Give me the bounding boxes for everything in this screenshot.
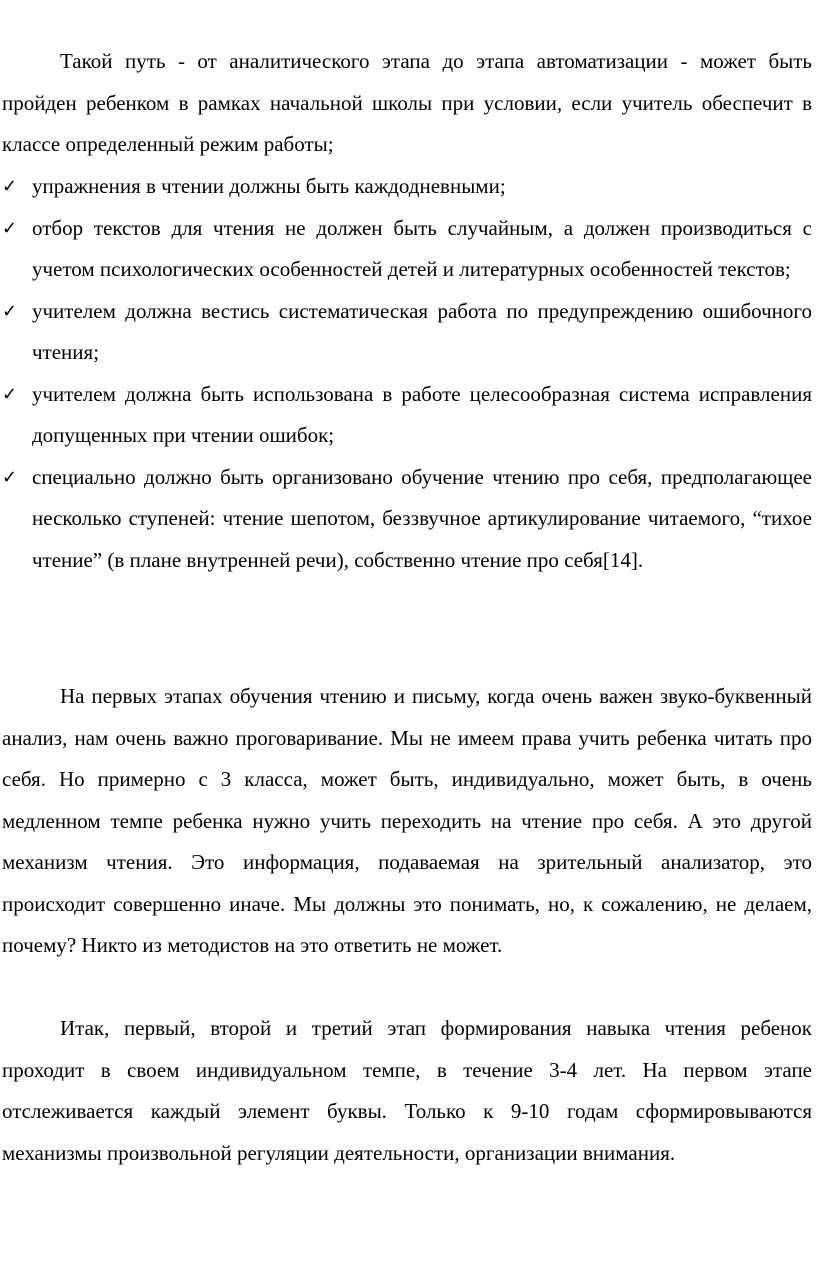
list-item	[0, 208, 812, 291]
check-icon: ✓	[2, 466, 18, 488]
paragraph-intro: Такой путь - от аналитического этапа до этапа автоматизации - может быть пройден ребенком в рамках начальной школы при условии, если учитель обеспечит в классе определенный режим работы;	[2, 49, 812, 156]
check-icon: ✓	[2, 300, 18, 322]
list-item-text: учителем должна вестись систематическая работа по предупреждению ошибочного чтения;	[32, 298, 812, 364]
list-item	[0, 166, 812, 208]
check-icon: ✓	[2, 217, 18, 239]
paragraph-silent-reading: На первых этапах обучения чтению и письму, когда очень важен звуко-буквенный анализ, нам очень важно проговаривание. Мы не имеем права учить ребенка читать про себя. Но примерно с 3 класса, может быть, индивидуально, может быть, в очень медленном темпе ребенка нужно учить переходить на чтение про себя. А это другой механизм чтения. Это информация, подаваемая на зрительный анализатор, это происходит совершенно иначе. Мы должны это понимать, но, к сожалению, не делаем, почему? Никто из методистов на это ответить не может.	[2, 684, 812, 957]
list-item-text: учителем должна быть использована в работе целесообразная система исправления допущенных при чтении ошибок;	[32, 381, 812, 447]
list-item-text: специально должно быть организовано обучение чтению про себя, предполагающее несколько ступеней: чтение шепотом, беззвучное артикулирование читаемого, “тихое чтение” (в плане внутренней речи), собственно чтение про себя[14].	[32, 464, 812, 572]
check-icon: ✓	[2, 383, 18, 405]
requirements-list	[0, 166, 816, 581]
paragraph-conclusion: Итак, первый, второй и третий этап формирования навыка чтения ребенок проходит в своем индивидуальном темпе, в течение 3-4 лет. На первом этапе отслеживается каждый элемент буквы. Только к 9-10 годам сформировываются механизмы произвольной регуляции деятельности, организации внимания.	[2, 1016, 812, 1165]
check-icon: ✓	[2, 176, 18, 197]
list-item	[0, 291, 812, 374]
list-item	[0, 374, 812, 457]
list-item-text: упражнения в чтении должны быть каждодневными;	[32, 174, 506, 198]
list-item	[0, 457, 812, 582]
list-item-text: отбор текстов для чтения не должен быть случайным, а должен производиться с учетом психологических особенностей детей и литературных особенностей текстов;	[32, 215, 812, 281]
